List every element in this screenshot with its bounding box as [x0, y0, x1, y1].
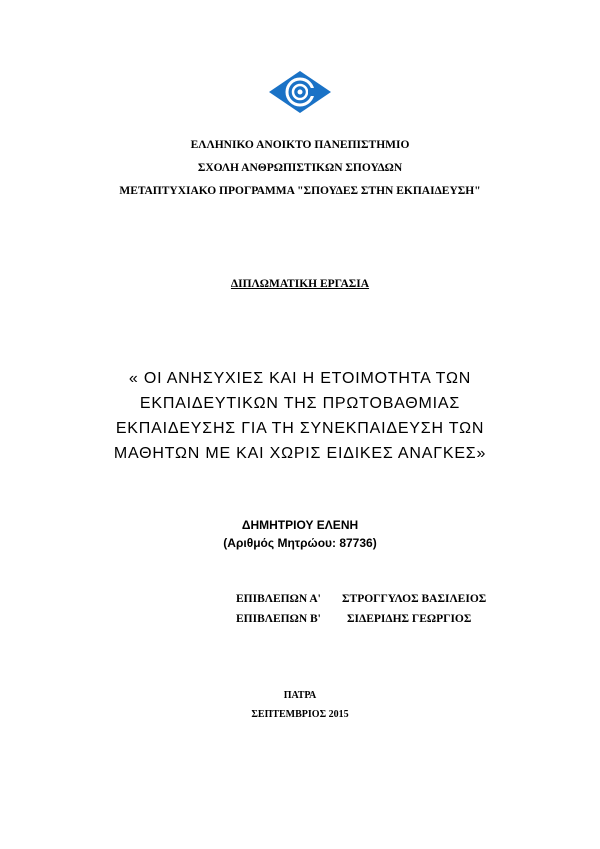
date: ΣΕΠΤΕΜΒΡΙΟΣ 2015 [251, 709, 349, 720]
supervisor-role: ΕΠΙΒΛΕΠΩΝ Α' [236, 593, 321, 605]
supervisor-row [236, 613, 471, 625]
document-type: ΔΙΠΛΩΜΑΤΙΚΗ ΕΡΓΑΣΙΑ [230, 278, 370, 290]
author-registration: (Αριθμός Μητρώου: 87736) [223, 536, 377, 550]
author-name: ΔΗΜΗΤΡΙΟΥ ΕΛΕΝΗ [241, 518, 359, 532]
title-line: ΕΚΠΑΙΔΕΥΤΙΚΩΝ ΤΗΣ ΠΡΩΤΟΒΑΘΜΙΑΣ [139, 395, 461, 412]
title-line: ΜΑΘΗΤΩΝ ΜΕ ΚΑΙ ΧΩΡΙΣ ΕΙΔΙΚΕΣ ΑΝΑΓΚΕΣ» [113, 445, 487, 462]
supervisor-name: ΣΤΡΟΓΓΥΛΟΣ ΒΑΣΙΛΕΙΟΣ [342, 593, 487, 605]
university-logo-icon [268, 70, 332, 114]
city: ΠΑΤΡΑ [283, 690, 317, 701]
university-name: ΕΛΛΗΝΙΚΟ ΑΝΟΙΚΤΟ ΠΑΝΕΠΙΣΤΗΜΙΟ [190, 139, 410, 151]
supervisor-name: ΣΙΔΕΡΙΔΗΣ ΓΕΩΡΓΙΟΣ [347, 613, 472, 625]
school-name: ΣΧΟΛΗ ΑΝΘΡΩΠΙΣΤΙΚΩΝ ΣΠΟΥΔΩΝ [197, 162, 403, 174]
title-line: ΕΚΠΑΙΔΕΥΣΗΣ ΓΙΑ ΤΗ ΣΥΝΕΚΠΑΙΔΕΥΣΗ ΤΩΝ [115, 420, 485, 437]
supervisor-row [236, 593, 486, 605]
title-line: « ΟΙ ΑΝΗΣΥΧΙΕΣ ΚΑΙ Η ΕΤΟΙΜΟΤΗΤΑ ΤΩΝ [128, 370, 472, 387]
program-name: ΜΕΤΑΠΤΥΧΙΑΚΟ ΠΡΟΓΡΑΜΜΑ "ΣΠΟΥΔΕΣ ΣΤΗΝ ΕΚΠΑΙΔΕΥΣΗ" [119, 185, 481, 197]
supervisor-role: ΕΠΙΒΛΕΠΩΝ Β' [236, 613, 321, 625]
